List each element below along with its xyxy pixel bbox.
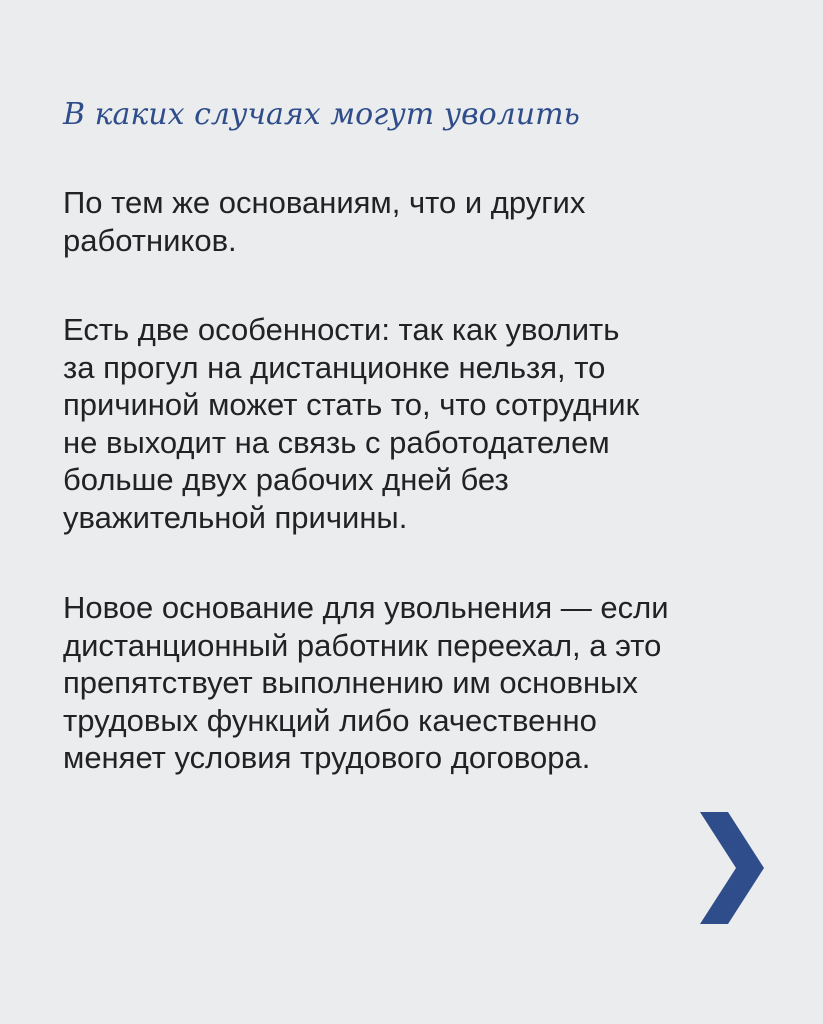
text-line: работников. xyxy=(63,222,237,258)
text-line: причиной может стать то, что сотрудник xyxy=(63,387,640,422)
text-line: По тем же основаниям, что и других xyxy=(63,185,586,220)
text-line: трудовых функций либо качественно xyxy=(63,702,597,738)
text-line: меняет условия трудового договора. xyxy=(63,740,591,775)
text-line: Новое основание для увольнения — если xyxy=(63,590,669,625)
next-slide-button[interactable] xyxy=(700,812,764,924)
text-line: Есть две особенности: так как уволить xyxy=(63,312,620,347)
text-line: препятствует выполнению им основных xyxy=(63,665,638,700)
paragraph-3 xyxy=(63,589,783,777)
paragraph-1 xyxy=(63,184,783,259)
chevron-right-icon xyxy=(700,812,764,924)
text-line: не выходит на связь с работодателем xyxy=(63,424,610,460)
text-line: дистанционный работник переехал, а это xyxy=(63,627,662,663)
text-line: больше двух рабочих дней без xyxy=(63,462,509,497)
section-heading: В каких случаях могут уволить xyxy=(63,97,580,132)
text-line: за прогул на дистанционке нельзя, то xyxy=(63,349,606,385)
paragraph-2 xyxy=(63,311,783,536)
text-line: уважительной причины. xyxy=(63,499,408,535)
